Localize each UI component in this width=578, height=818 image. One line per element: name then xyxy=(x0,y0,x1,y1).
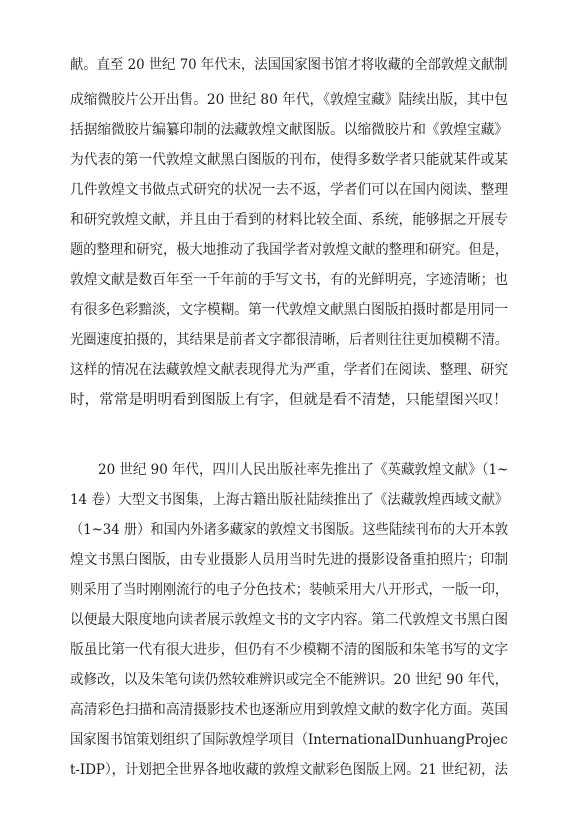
text-line: （1~34 册）和国内外诸多藏家的敦煌文书图版。这些陆续刊布的大开本敦 xyxy=(70,522,509,538)
text-line: 和研究敦煌文献，并且由于看到的材料比较全面、系统，能够据之开展专 xyxy=(70,212,509,228)
text-line: 则采用了当时刚刚流行的电子分色技术；装帧采用大八开形式，一版一印， xyxy=(70,582,509,598)
text-line: 题的整理和研究，极大地推动了我国学者对敦煌文献的整理和研究。但是， xyxy=(70,242,509,258)
text-line: 为代表的第一代敦煌文献黑白图版的刊布，使得多数学者只能就某件或某 xyxy=(70,152,509,168)
text-line: 或修改，以及朱笔句读仍然较难辨识或完全不能辨识。20 世纪 90 年代， xyxy=(70,672,509,688)
text-line: 时，常常是明明看到图版上有字，但就是看不清楚，只能望图兴叹！ xyxy=(70,392,508,408)
text-line: 高清彩色扫描和高清摄影技术也逐渐应用到敦煌文献的数字化方面。英国 xyxy=(70,702,509,718)
text-line: 成缩微胶片公开出售。20 世纪 80 年代，《敦煌宝藏》陆续出版，其中包 xyxy=(70,92,508,108)
text-line: 敦煌文献是数百年至一千年前的手写文书，有的光鲜明亮，字迹清晰；也 xyxy=(70,272,509,288)
text-line: 煌文书黑白图版，由专业摄影人员用当时先进的摄影设备重拍照片；印制 xyxy=(70,552,509,568)
text-line: 这样的情况在法藏敦煌文献表现得尤为严重，学者们在阅读、整理、研究 xyxy=(70,362,509,378)
text-line: 括据缩微胶片编纂印制的法藏敦煌文献图版。以缩微胶片和《敦煌宝藏》 xyxy=(70,122,509,138)
text-line: 几件敦煌文书做点式研究的状况一去不返，学者们可以在国内阅读、整理 xyxy=(70,182,509,198)
text-line: 以便最大限度地向读者展示敦煌文书的文字内容。第二代敦煌文书黑白图 xyxy=(70,612,509,628)
text-line: 献。直至 20 世纪 70 年代末，法国国家图书馆才将收藏的全部敦煌文献制 xyxy=(70,57,508,73)
text-line: 国家图书馆策划组织了国际敦煌学项目（InternationalDunhuangProjec xyxy=(70,732,508,748)
text-line: 版虽比第一代有很大进步，但仍有不少模糊不清的图版和朱笔书写的文字 xyxy=(70,642,509,658)
text-line: 14 卷）大型文书图集，上海古籍出版社陆续推出了《法藏敦煌西域文献》 xyxy=(70,492,509,508)
text-line: t-IDP），计划把全世界各地收藏的敦煌文献彩色图版上网。21 世纪初，法 xyxy=(70,762,508,778)
text-line: 20 世纪 90 年代，四川人民出版社率先推出了《英藏敦煌文献》（1~ xyxy=(98,462,509,478)
text-line: 有很多色彩黯淡，文字模糊。第一代敦煌文献黑白图版拍摄时都是用同一 xyxy=(70,302,509,318)
text-line: 光圈速度拍摄的，其结果是前者文字都很清晰，后者则往往更加模糊不清。 xyxy=(70,332,509,348)
